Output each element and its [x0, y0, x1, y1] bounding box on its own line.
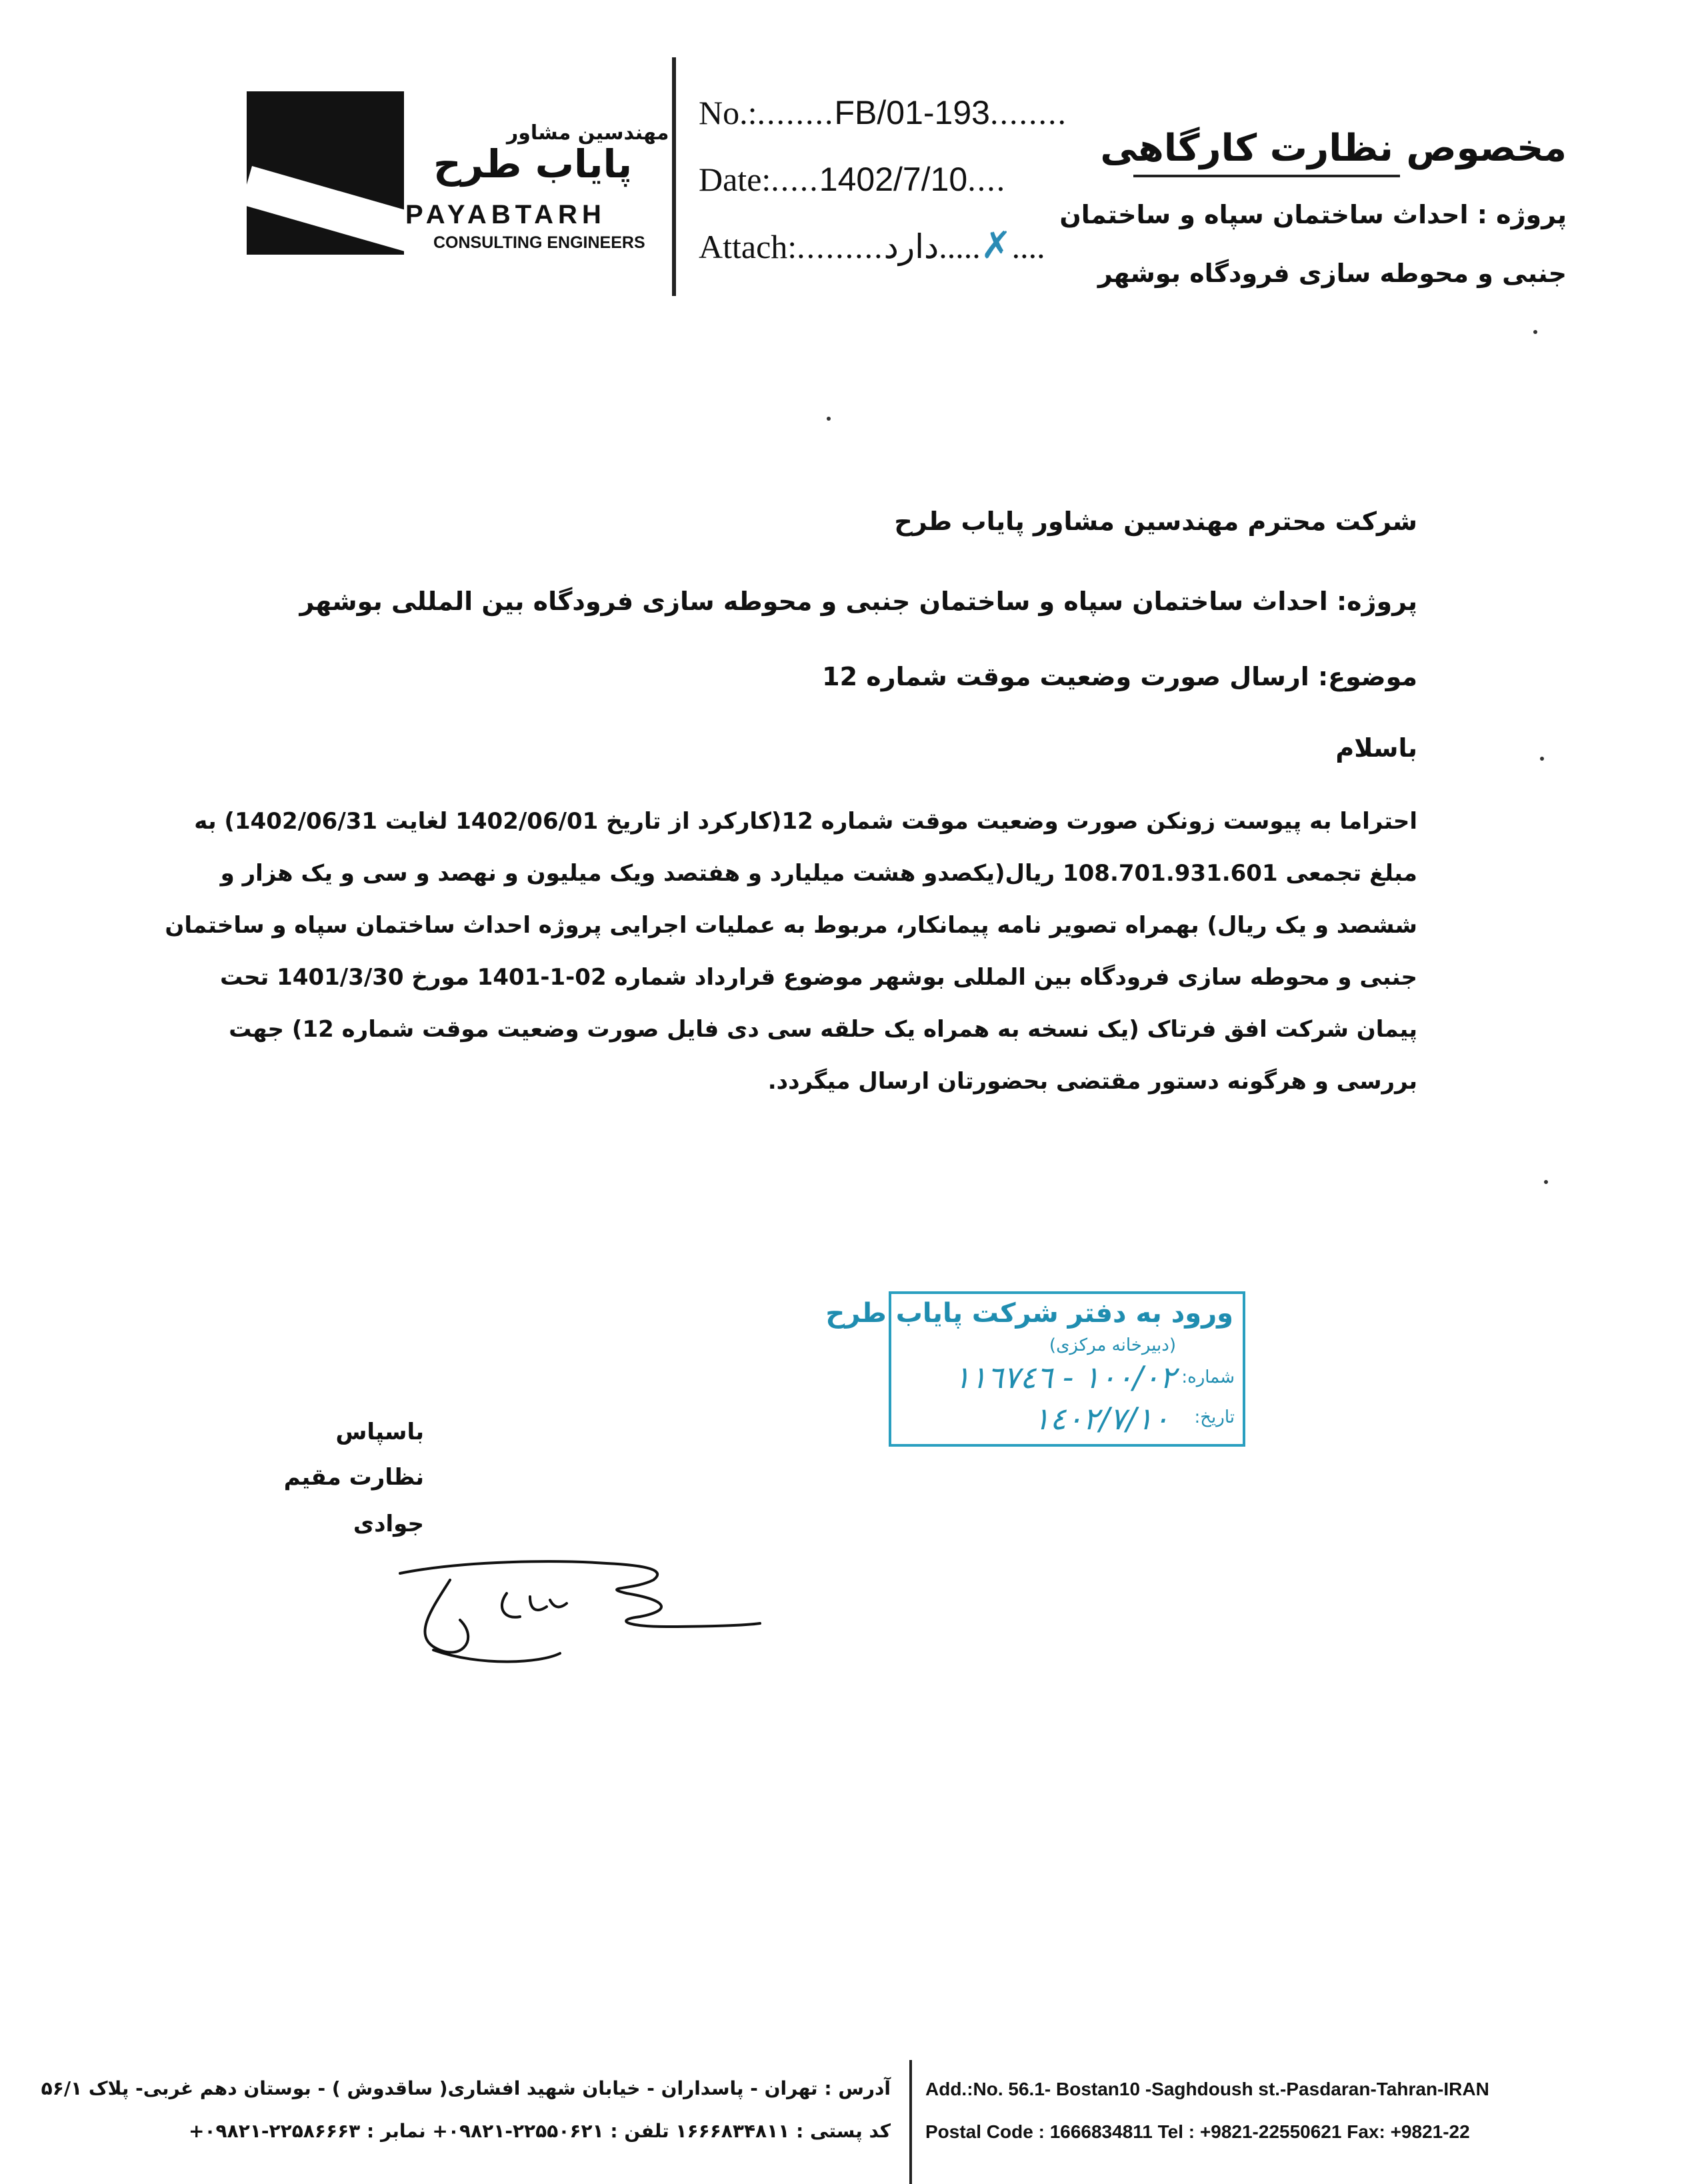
header-divider: [672, 57, 676, 296]
attachment-field: Attach:.........دارد.....✗....: [699, 225, 1045, 267]
body-line: پیمان شرکت افق فرتاک (یک نسخه به همراه یک حلقه سی دی فایل صورت وضعیت موقت شماره 12) جهت: [229, 1016, 1417, 1043]
stamp-subtitle: (دبیرخانه مرکزی): [1049, 1335, 1176, 1355]
stamp-title: ورود به دفتر شرکت پایاب طرح: [825, 1298, 1233, 1329]
body-line: بررسی و هرگونه دستور مقتضی بحضورتان ارسال میگردد.: [767, 1068, 1417, 1095]
body-line: جنبی و محوطه سازی فرودگاه بین المللی بوشهر موضوع قرارداد شماره 02-1-1401 مورخ 1401/3/30 تحت: [220, 964, 1417, 991]
document-title: مخصوص نظارت کارگاهی: [1100, 127, 1567, 170]
letter-date-value: 1402/7/10: [819, 161, 968, 198]
scan-speck: [827, 417, 831, 421]
body-line: ششصد و یک ریال) بهمراه تصویر نامه پیمانکار، مربوط به عملیات اجرایی پروژه احداث ساختمان سپاه و ساختمان: [165, 912, 1417, 939]
signer-role: نظارت مقیم: [283, 1464, 424, 1491]
stamp-number-value: ١٠٠/٠٢ - ١١٦٧٤٦: [953, 1359, 1176, 1395]
attachment-label: Attach:: [699, 228, 797, 265]
logo-title-fa: پایاب طرح: [433, 141, 633, 187]
title-underline: [1133, 175, 1400, 177]
recipient: شرکت محترم مهندسین مشاور پایاب طرح: [894, 507, 1417, 536]
closing: باسپاس: [335, 1419, 424, 1445]
logo-subtitle-fa: مهندسین مشاور: [507, 121, 669, 145]
footer-address-fa: آدرس : تهران - پاسداران - خیابان شهید افشاری( ساقدوش ) - بوستان دهم غربی- پلاک ۵۶/۱: [41, 2077, 891, 2099]
letter-number-value: FB/01-193: [834, 94, 990, 131]
header-project-line-2: جنبی و محوطه سازی فرودگاه بوشهر: [1097, 259, 1567, 288]
stamp-date-label: تاریخ:: [1194, 1407, 1235, 1427]
signer-name: جوادی: [353, 1511, 424, 1537]
body-line: مبلغ تجمعی 108.701.931.601 ریال(یکصدو هشت میلیارد و هفتصد ویک میلیون و نهصد و سی و یک هزار و: [220, 860, 1417, 887]
stamp-number-label: شماره:: [1181, 1367, 1235, 1387]
logo-subtitle-en: CONSULTING ENGINEERS: [433, 233, 645, 252]
letter-number-label: No.:: [699, 94, 757, 131]
footer-address-en: Add.:No. 56.1- Bostan10 -Saghdoush st.-Pasdaran-Tahran-IRAN: [925, 2079, 1489, 2099]
footer-contact-en: Postal Code : 1666834811 Tel : +9821-22550621 Fax: +9821-22: [925, 2121, 1470, 2142]
stamp-date-value: ١٤٠٢/٧/١٠: [1033, 1401, 1169, 1437]
scan-speck: [1533, 330, 1537, 334]
handwritten-signature: [387, 1533, 773, 1680]
logo-title-en: PAYABTARH: [405, 200, 606, 229]
letter-date-label: Date:: [699, 161, 771, 198]
project-line: پروژه: احداث ساختمان سپاه و ساختمان جنبی و محوطه سازی فرودگاه بین المللی بوشهر: [299, 587, 1417, 616]
letter-number-field: No.:........FB/01-193........: [699, 94, 1067, 131]
body-line: احتراما به پیوست زونکن صورت وضعیت موقت شماره 12(کارکرد از تاریخ 1402/06/01 لغایت 1402/06/31) به: [194, 808, 1417, 835]
greeting: باسلام: [1335, 733, 1417, 763]
letter-date-field: Date:.....1402/7/10....: [699, 161, 1007, 198]
header-project-line-1: پروژه : احداث ساختمان سپاه و ساختمان: [1059, 200, 1567, 229]
attachment-check-mark: ✗: [980, 225, 1012, 267]
subject-line: موضوع: ارسال صورت وضعیت موقت شماره 12: [822, 662, 1417, 691]
footer-contact-fa: کد پستی : ۱۶۶۶۸۳۴۸۱۱ تلفن : ۲۲۵۵۰۶۲۱-۰۹۸۲۱+ نمابر : ۲۲۵۸۶۶۶۳-۰۹۸۲۱+: [188, 2120, 891, 2142]
scan-speck: [1544, 1180, 1548, 1184]
receipt-stamp: [825, 1291, 1245, 1447]
company-logo: [247, 91, 404, 255]
footer-divider: [909, 2060, 912, 2184]
scan-speck: [1540, 757, 1544, 761]
attachment-value: دارد: [883, 228, 939, 265]
